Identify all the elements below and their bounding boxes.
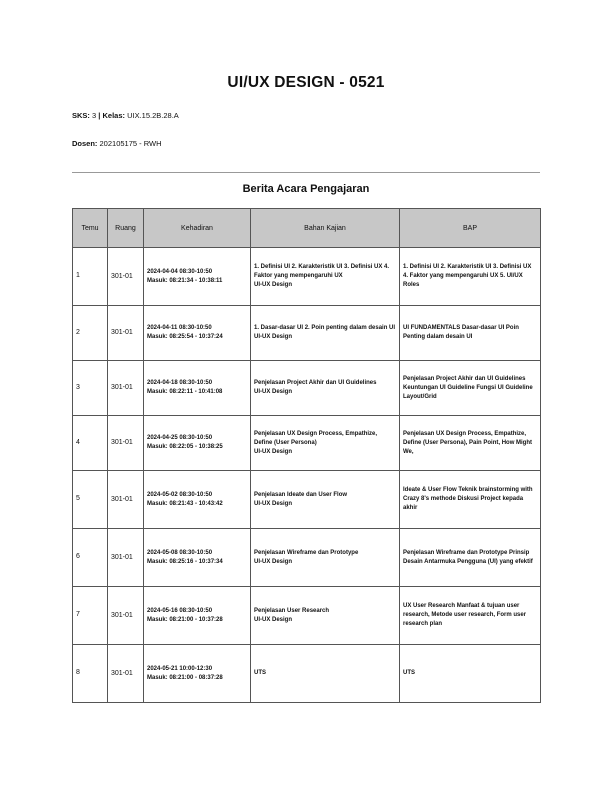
course-meta: [72, 111, 179, 120]
bahan-topic: Penjelasan Ideate dan User Flow: [254, 491, 348, 498]
cell-bahan-kajian: [251, 645, 400, 703]
kehadiran-masuk: Masuk: 08:21:43 - 10:43:42: [147, 500, 223, 507]
kehadiran-date: 2024-04-11 08:30-10:50: [147, 325, 212, 331]
cell-ruang: 301-01: [108, 471, 144, 529]
cell-temu: 5: [73, 471, 108, 529]
cell-bahan-kajian: [251, 587, 400, 645]
table-row: [73, 529, 541, 587]
kehadiran-masuk: Masuk: 08:21:00 - 10:37:28: [147, 616, 223, 623]
cell-kehadiran: [144, 248, 251, 306]
cell-temu: 6: [73, 529, 108, 587]
bahan-topic: UTS: [254, 670, 266, 676]
table-row: [73, 361, 541, 416]
kehadiran-date: 2024-04-25 08:30-10:50: [147, 435, 213, 441]
kehadiran-masuk: Masuk: 08:21:00 - 08:37:28: [147, 674, 223, 681]
header-kehadiran: Kehadiran: [144, 209, 251, 248]
cell-bahan-kajian: [251, 529, 400, 587]
kehadiran-date: 2024-05-16 08:30-10:50: [147, 607, 213, 614]
bahan-course: UI-UX Design: [254, 448, 293, 455]
table-row: [73, 645, 541, 703]
cell-ruang: 301-01: [108, 416, 144, 471]
cell-bahan-kajian: [251, 416, 400, 471]
bahan-topic: Penjelasan Project Akhir dan UI Guidelines: [254, 380, 377, 386]
cell-bahan-kajian: [251, 248, 400, 306]
meta-separator: |: [98, 111, 101, 120]
cell-bap: Penjelasan Wireframe dan Prototype Prinsip Desain Antarmuka Pengguna (UI) yang efektif: [400, 529, 541, 587]
header-ruang: Ruang: [108, 209, 144, 248]
cell-temu: 3: [73, 361, 108, 416]
kehadiran-date: 2024-05-21 10:00-12:30: [147, 665, 213, 672]
table-row: [73, 248, 541, 306]
cell-ruang: 301-01: [108, 248, 144, 306]
cell-temu: 2: [73, 306, 108, 361]
kehadiran-masuk: Masuk: 08:25:16 - 10:37:34: [147, 558, 223, 565]
cell-temu: 8: [73, 645, 108, 703]
bahan-topic: Penjelasan User Research: [254, 607, 330, 614]
page-title: UI/UX DESIGN - 0521: [227, 74, 385, 91]
cell-temu: 4: [73, 416, 108, 471]
cell-bap: Ideate & User Flow Teknik brainstorming with Crazy 8's methode Diskusi Project kepada akhir: [400, 471, 541, 529]
bahan-topic: 1. Definisi UI 2. Karakteristik UI 3. Definisi UX 4. Faktor yang mempengaruhi UX: [254, 264, 390, 279]
cell-bahan-kajian: [251, 471, 400, 529]
sks-value: 3: [92, 111, 97, 120]
dosen-value: 202105175 - RWH: [99, 139, 162, 148]
bahan-topic: Penjelasan Wireframe dan Prototype: [254, 549, 359, 556]
table-row: [73, 306, 541, 361]
kehadiran-date: 2024-04-18 08:30-10:50: [147, 380, 213, 386]
lecturer-meta: [72, 139, 162, 148]
cell-ruang: 301-01: [108, 529, 144, 587]
table-row: [73, 471, 541, 529]
cell-temu: 7: [73, 587, 108, 645]
cell-kehadiran: [144, 645, 251, 703]
cell-bahan-kajian: [251, 361, 400, 416]
bahan-course: UI-UX Design: [254, 558, 293, 565]
cell-kehadiran: [144, 587, 251, 645]
cell-bap: UX User Research Manfaat & tujuan user research, Metode user research, Form user research plan: [400, 587, 541, 645]
cell-bap: Penjelasan UX Design Process, Empathize, Define (User Persona), Pain Point, How Might We,: [400, 416, 541, 471]
cell-ruang: 301-01: [108, 361, 144, 416]
cell-temu: 1: [73, 248, 108, 306]
table-header-row: [73, 209, 541, 248]
cell-bap: UI FUNDAMENTALS Dasar-dasar UI Poin Penting dalam desain UI: [400, 306, 541, 361]
cell-kehadiran: [144, 471, 251, 529]
cell-bap: 1. Definisi UI 2. Karakteristik UI 3. Definisi UX 4. Faktor yang mempengaruhi UX 5. UI/UX Roles: [400, 248, 541, 306]
cell-bap: UTS: [400, 645, 541, 703]
bahan-course: UI-UX Design: [254, 334, 293, 340]
kehadiran-date: 2024-05-02 08:30-10:50: [147, 491, 213, 498]
cell-kehadiran: [144, 361, 251, 416]
bahan-topic: 1. Dasar-dasar UI 2. Poin penting dalam desain UI: [254, 325, 396, 331]
bahan-course: UI-UX Design: [254, 500, 293, 507]
table-row: [73, 587, 541, 645]
bahan-topic: Penjelasan UX Design Process, Empathize, Define (User Persona): [254, 430, 378, 446]
kehadiran-date: 2024-04-04 08:30-10:50: [147, 268, 213, 275]
header-bap: BAP: [400, 209, 541, 248]
bahan-course: UI-UX Design: [254, 282, 293, 288]
cell-bahan-kajian: [251, 306, 400, 361]
cell-ruang: 301-01: [108, 306, 144, 361]
bahan-course: UI-UX Design: [254, 616, 293, 623]
dosen-label: Dosen:: [72, 139, 98, 148]
table-row: [73, 416, 541, 471]
cell-ruang: 301-01: [108, 645, 144, 703]
kehadiran-masuk: Masuk: 08:22:11 - 10:41:08: [147, 389, 223, 395]
cell-kehadiran: [144, 529, 251, 587]
kehadiran-date: 2024-05-08 08:30-10:50: [147, 549, 213, 556]
kehadiran-masuk: Masuk: 08:21:34 - 10:38:11: [147, 277, 223, 284]
kelas-value: UIX.15.2B.28.A: [127, 111, 179, 120]
cell-kehadiran: [144, 416, 251, 471]
header-bahan-kajian: Bahan Kajian: [251, 209, 400, 248]
cell-kehadiran: [144, 306, 251, 361]
sks-label: SKS:: [72, 111, 90, 120]
teaching-report-table: [72, 208, 541, 703]
kehadiran-masuk: Masuk: 08:22:05 - 10:38:25: [147, 444, 223, 450]
section-title: Berita Acara Pengajaran: [242, 183, 370, 195]
bahan-course: UI-UX Design: [254, 389, 293, 395]
header-temu: Temu: [73, 209, 108, 248]
kehadiran-masuk: Masuk: 08:25:54 - 10:37:24: [147, 334, 223, 340]
kelas-label: Kelas:: [102, 111, 125, 120]
divider: [72, 172, 540, 173]
cell-bap: Penjelasan Project Akhir dan UI Guidelines Keuntungan UI Guideline Fungsi UI Guideline Layout/Grid: [400, 361, 541, 416]
cell-ruang: 301-01: [108, 587, 144, 645]
